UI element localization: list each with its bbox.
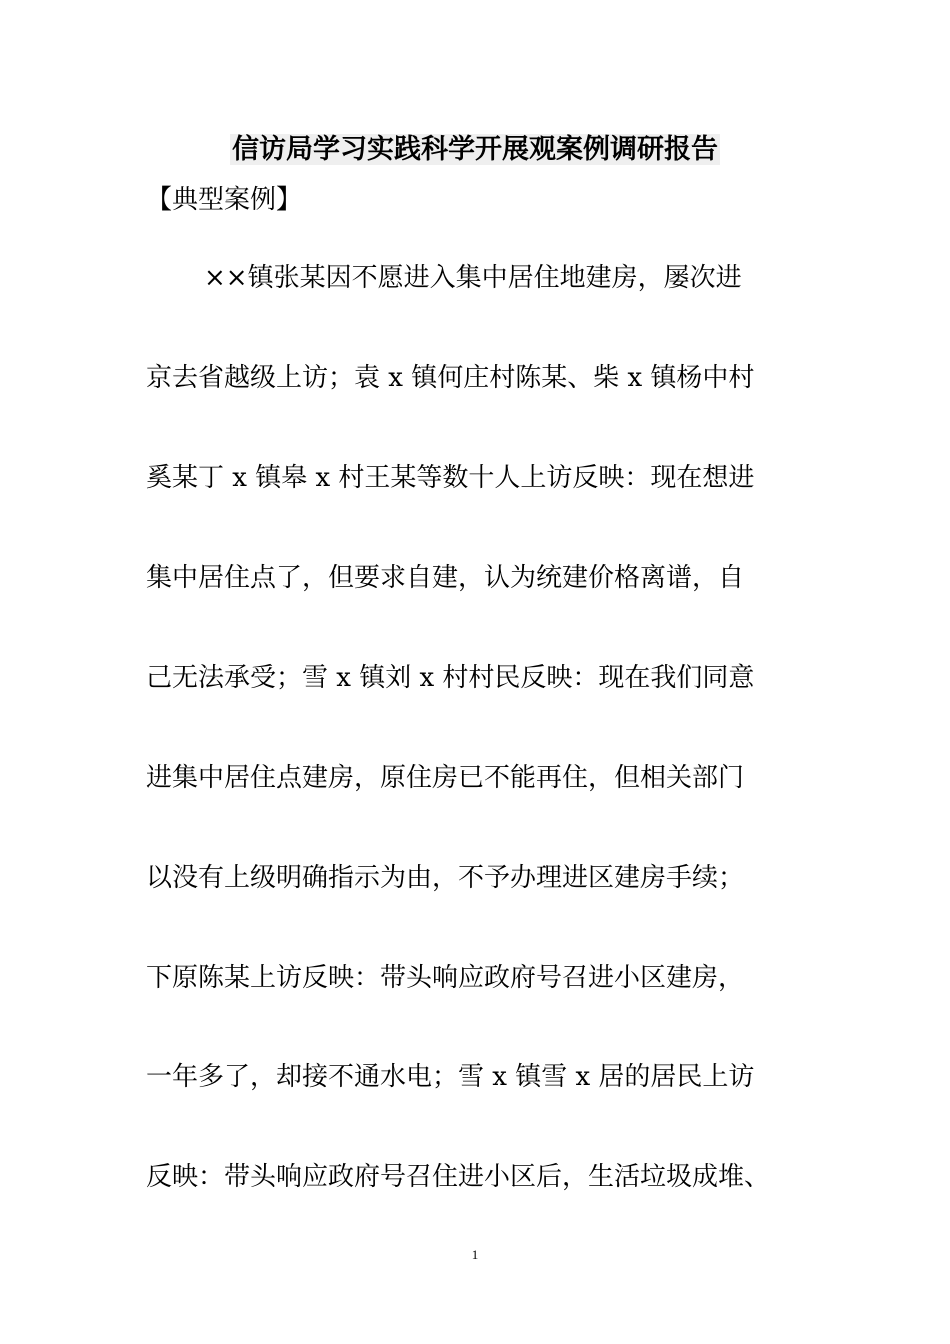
paragraph-line: ××镇张某因不愿进入集中居住地建房，屡次进 <box>204 263 742 293</box>
page-number: 1 <box>471 1247 479 1262</box>
paragraph-line: 以没有上级明确指示为由，不予办理进区建房手续； <box>146 863 745 893</box>
document-title-text: 信访局学习实践科学开展观案例调研报告 <box>232 134 718 165</box>
paragraph-line: 下原陈某上访反映：带头响应政府号召进小区建房， <box>146 963 745 993</box>
section-heading: 【典型案例】 <box>146 185 303 215</box>
paragraph-line: 进集中居住点建房，原住房已不能再住，但相关部门 <box>146 763 745 793</box>
document-title <box>0 128 950 172</box>
paragraph-line: 反映：带头响应政府号召住进小区后，生活垃圾成堆、 <box>146 1162 771 1192</box>
paragraph-line: 一年多了，却接不通水电；雪 x 镇雪 x 居的居民上访 <box>146 1062 755 1092</box>
paragraph-line: 奚某丁 x 镇皋 x 村王某等数十人上访反映：现在想进 <box>146 463 755 493</box>
paragraph-line: 京去省越级上访；袁 x 镇何庄村陈某、柴 x 镇杨中村 <box>146 363 755 393</box>
paragraph-line: 己无法承受；雪 x 镇刘 x 村村民反映：现在我们同意 <box>146 663 755 693</box>
paragraph-line: 集中居住点了，但要求自建，认为统建价格离谱，自 <box>146 563 745 593</box>
